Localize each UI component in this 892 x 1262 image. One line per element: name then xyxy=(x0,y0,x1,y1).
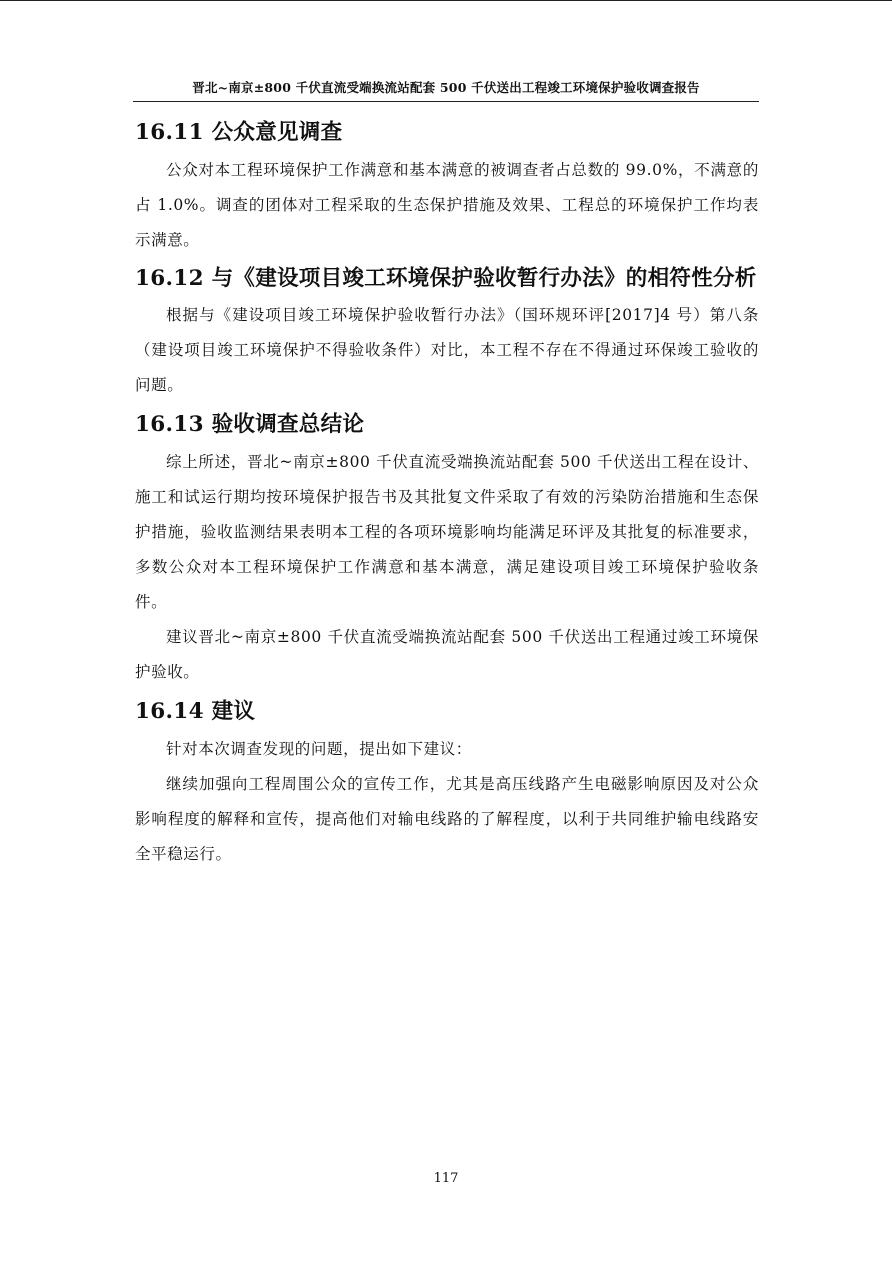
section-heading: 16.14 建议 xyxy=(135,699,256,724)
body-paragraph: 针对本次调查发现的问题，提出如下建议： xyxy=(166,740,472,758)
section-16-11 xyxy=(135,113,759,258)
section-heading: 16.12 与《建设项目竣工环境保护验收暂行办法》的相符性分析 xyxy=(135,266,757,291)
section-16-13 xyxy=(135,405,759,690)
body-paragraph: 根据与《建设项目竣工环境保护验收暂行办法》（国环规环评[2017]4 号）第八条（建设项目竣工环境保护不得验收条件）对比，本工程不存在不得通过环保竣工验收的问题。 xyxy=(135,306,759,394)
body-paragraph: 公众对本工程环境保护工作满意和基本满意的被调查者占总数的 99.0%，不满意的占 1.0%。调查的团体对工程采取的生态保护措施及效果、工程总的环境保护工作均表示满意。 xyxy=(135,161,759,249)
body-paragraph: 综上所述，晋北~南京±800 千伏直流受端换流站配套 500 千伏送出工程在设计、施工和试运行期均按环境保护报告书及其批复文件采取了有效的污染防治措施和生态保护措施，验收监测结果表明本工程的各项环境影响均能满足环评及其批复的标准要求，多数公众对本工程环境保护工作满意和基本满意，满足建设项目竣工环境保护验收条件。 xyxy=(135,453,759,611)
section-16-12 xyxy=(135,260,759,403)
running-header: 晋北~南京±800 千伏直流受端换流站配套 500 千伏送出工程竣工环境保护验收调查报告 xyxy=(133,75,759,102)
body-paragraph: 建议晋北~南京±800 千伏直流受端换流站配套 500 千伏送出工程通过竣工环境保护验收。 xyxy=(135,628,759,681)
page-number: 117 xyxy=(433,1171,459,1186)
body-paragraph: 继续加强向工程周围公众的宣传工作，尤其是高压线路产生电磁影响原因及对公众影响程度的解释和宣传，提高他们对输电线路的了解程度，以利于共同维护输电线路安全平稳运行。 xyxy=(135,775,759,863)
section-heading: 16.11 公众意见调查 xyxy=(135,120,343,145)
section-16-14 xyxy=(135,692,759,872)
section-heading: 16.13 验收调查总结论 xyxy=(135,412,365,437)
page-body xyxy=(135,113,759,872)
